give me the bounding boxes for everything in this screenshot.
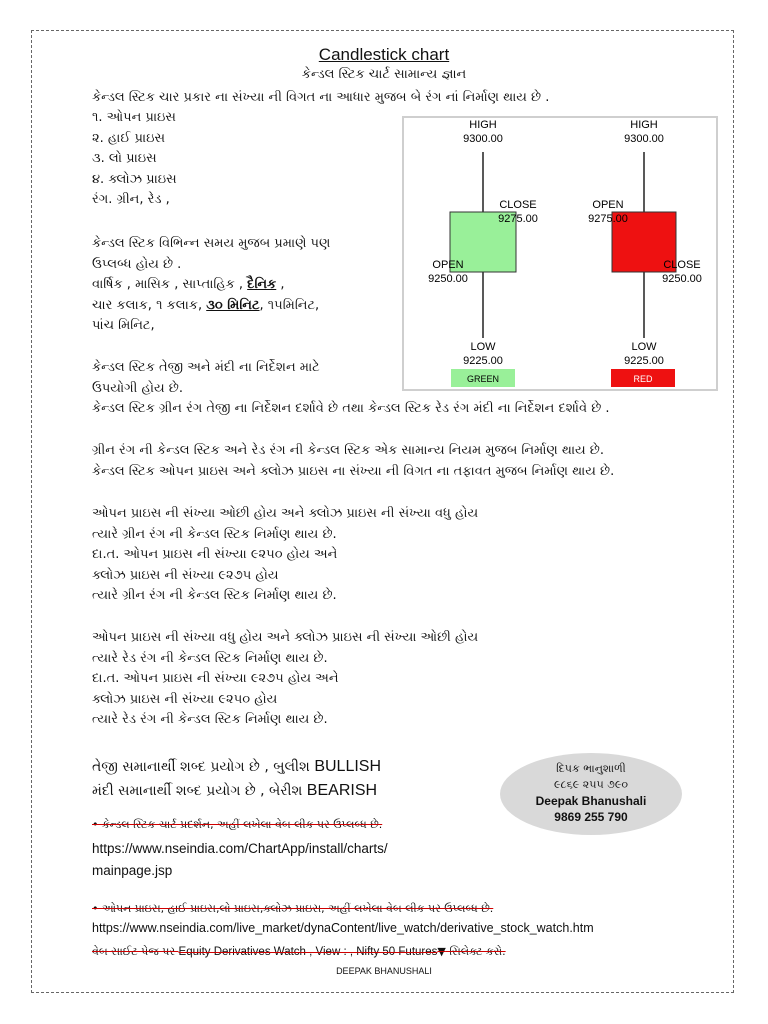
timeframe-line: પાંચ મિનિટ, (92, 318, 155, 333)
list-item: ૨. હાઈ પ્રાઇસ (92, 130, 166, 146)
list-item: ૪. ક્લોઝ પ્રાઇસ (92, 171, 177, 187)
green-low-label: LOW (470, 341, 496, 353)
page-title: Candlestick chart (318, 45, 450, 64)
timeframe-line: કેન્ડલ સ્ટિક વિભિન્ન સમય મુજબ પ્રમાણે પણ (92, 236, 331, 251)
red-tag-label: RED (633, 374, 653, 384)
timeframe-line: વાર્ષિક , માસિક , સાપ્તાહિક , દૈનિક , (92, 277, 285, 292)
green-close-value: 9275.00 (498, 213, 538, 225)
green-high-label: HIGH (469, 119, 497, 131)
green-open-label: OPEN (432, 259, 464, 271)
daily-emphasis: દૈનિક (247, 277, 277, 292)
list-item: ૧. ઓપન પ્રાઇસ (92, 110, 176, 125)
red-example: ઓપન પ્રાઇસ ની સંખ્યા વધુ હોય અને ક્લોઝ પ્રાઇસ ની સંખ્યા ઓછી હોય ત્યારે રેડ રંગ ની કેન્ડલ સ્ટિક નિર્માણ થાય છે. દા.ત. ઓપન પ્રાઇસ ની સંખ્યા ૯૨૭૫ હોય અને ક્લોઝ પ્રાઇસ ની સંખ્યા ૯૨૫૦ હોય ત્યારે રેડ રંગ ની કેન્ડલ સ્ટિક નિર્માણ થાય છે. (92, 630, 479, 727)
timeframe-line: ઉપ્લબ્ધ હોય છે . (92, 256, 182, 272)
red-low-value: 9225.00 (624, 355, 664, 367)
thirty-min-emphasis: ૩૦ મિનિટ (206, 297, 260, 313)
chart-link-note: • કેન્ડલ સ્ટિક ચાર્ટ પ્રદર્શન, અહીં લખેલા વેબ લીક પર ઉપ્લબ્ધ છે. (92, 818, 383, 831)
red-high-value: 9300.00 (624, 133, 664, 145)
green-close-label: CLOSE (499, 199, 537, 211)
red-high-label: HIGH (630, 119, 658, 131)
timeframe-block (92, 234, 330, 337)
list-item: ૩. લો પ્રાઇસ (92, 151, 157, 166)
price-link[interactable]: https://www.nseindia.com/live_market/dynaContent/live_watch/derivative_stock_watch.htm (92, 921, 594, 935)
rule-block: ગ્રીન રંગ ની કેન્ડલ સ્ટિક અને રેડ રંગ ની કેન્ડલ સ્ટિક એક સામાન્ય નિયમ મુજબ નિર્માણ થાય છે. કેન્ડલ સ્ટિક ઓપન પ્રાઇસ અને ક્લોઝ પ્રાઇસ ના સંખ્યા ની વિગત ના તફાવત મુજબ નિર્માણ થાય છે. (92, 443, 615, 479)
candlestick-figure (402, 116, 718, 391)
timeframe-line: ચાર કલાક, ૧ કલાક, ૩૦ મિનિટ, ૧૫મિનિટ, (92, 297, 320, 313)
red-close-value: 9250.00 (662, 273, 702, 285)
bearish-term: BEARISH (306, 782, 378, 799)
bullish-term: BULLISH (314, 758, 382, 775)
page-subtitle: કેન્ડલ સ્ટિક ચાર્ટ સામાન્ય જ્ઞાન (301, 67, 467, 82)
terms-block: તેજી સમાનાર્થી શબ્દ પ્રયોગ છે , બુલીશ BULLISH મંદી સમાનાર્થી શબ્દ પ્રયોગ છે , બેરીશ BEARISH (92, 758, 382, 799)
price-list (92, 108, 177, 211)
contact-badge: દિપક ભાનુશાળી ૯૮૬૯ ૨૫૫ ૭૯૦ Deepak Bhanushali 9869 255 790 (500, 753, 682, 835)
green-example: ઓપન પ્રાઇસ ની સંખ્યા ઓછી હોય અને ક્લોઝ પ્રાઇસ ની સંખ્યા વધુ હોય ત્યારે ગ્રીન રંગ ની કેન્ડલ સ્ટિક નિર્માણ થાય છે. દા.ત. ઓપન પ્રાઇસ ની સંખ્યા ૯૨૫૦ હોય અને ક્લોઝ પ્રાઇસ ની સંખ્યા ૯૨૭૫ હોય ત્યારે ગ્રીન રંગ ની કેન્ડલ સ્ટિક નિર્માણ થાય છે. (92, 506, 479, 603)
dropdown-arrow-icon: ▼ (437, 945, 446, 958)
useful-block: કેન્ડલ સ્ટિક તેજી અને મંદી ના નિર્દેશન માટે ઉપયોગી હોય છે. કેન્ડલ સ્ટિક ગ્રીન રંગ તેજી ના નિર્દેશન દર્શાવે છે તથા કેન્ડલ સ્ટિક રેડ રંગ મંદી ના નિર્દેશન દર્શાવે છે . (92, 360, 610, 416)
green-open-value: 9250.00 (428, 273, 468, 285)
footer-author: DEEPAK BHANUSHALI (336, 966, 432, 976)
price-link-note: • ઓપન પ્રાઇસ, હાઈ પ્રાઇસ,લો પ્રાઇસ,ક્લોઝ પ્રાઇસ, અહીં લખેલા વેબ લીક પર ઉપ્લબ્ધ છે. (92, 902, 494, 915)
site-note: વેબ સાઈટ પેજ પર Equity Derivatives Watch , View : , Nifty 50 Futures▼ સિલેક્ટ કરો. (92, 945, 506, 958)
red-low-label: LOW (631, 341, 657, 353)
green-high-value: 9300.00 (463, 133, 503, 145)
chart-link[interactable]: https://www.nseindia.com/ChartApp/install/charts/ mainpage.jsp (92, 841, 388, 878)
red-open-value: 9275.00 (588, 213, 628, 225)
red-open-label: OPEN (592, 199, 624, 211)
intro-text: કેન્ડલ સ્ટિક ચાર પ્રકાર ના સંખ્યા ની વિગત ના આધાર મુજબ બે રંગ નાં નિર્માણ થાય છે . (92, 90, 550, 105)
red-close-label: CLOSE (663, 259, 701, 271)
green-low-value: 9225.00 (463, 355, 503, 367)
green-tag-label: GREEN (466, 374, 500, 384)
list-item: રંગ. ગ્રીન, રેડ , (92, 192, 170, 207)
